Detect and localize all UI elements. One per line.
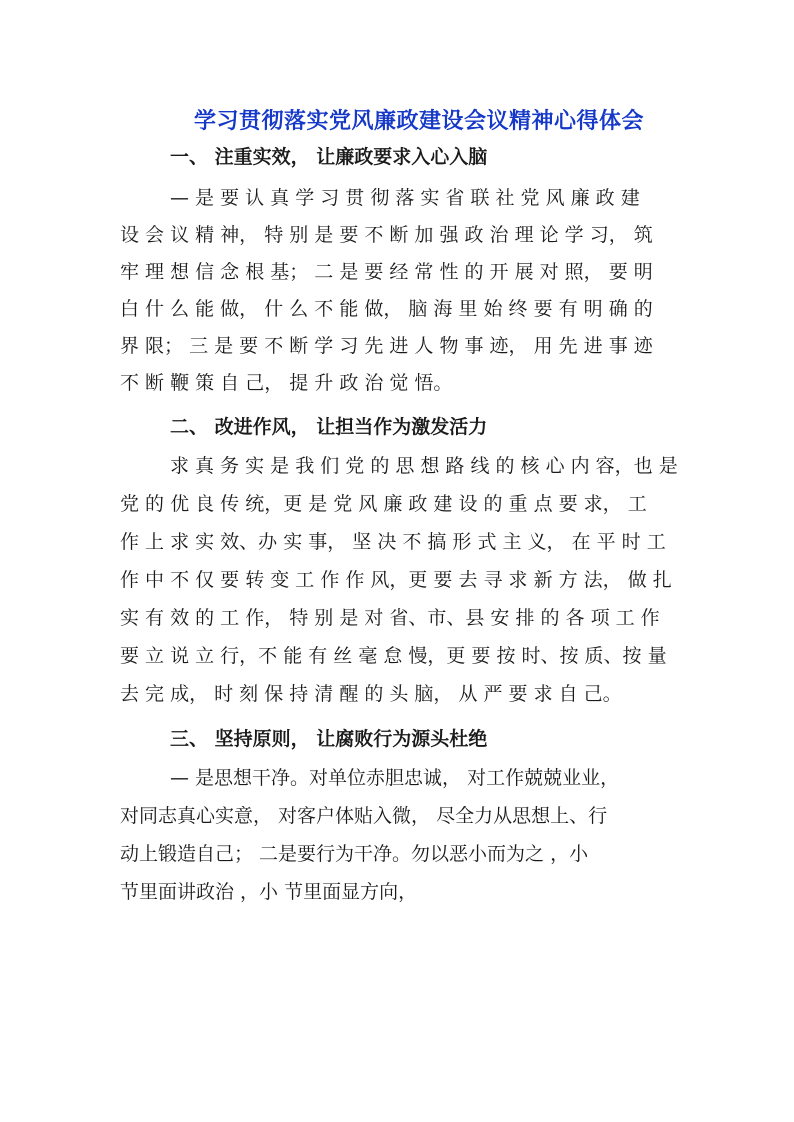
document-title: 学习贯彻落实党风廉政建设会议精神心得体会 [193, 109, 644, 134]
paragraph-line: 动上锻造自己； 二是要行为干净。勿以恶小而为之 ，小 [120, 843, 589, 865]
paragraph-line: 作 中 不 仅 要 转 变 工 作 作 风，更 要 去 寻 求 新 方 法， 做 扎 [120, 569, 672, 591]
paragraph-line: 白 什 么 能 做， 什 么 不 能 做， 脑 海 里 始 终 要 有 明 确 的 [120, 298, 653, 320]
paragraph-line: 党 的 优 良 传 统，更 是 党 风 廉 政 建 设 的 重 点 要 求， 工 [120, 493, 647, 515]
paragraph-line: — 是 要 认 真 学 习 贯 彻 落 实 省 联 社 党 风 廉 政 建 [170, 187, 640, 209]
paragraph-line: 界 限； 三 是 要 不 断 学 习 先 进 人 物 事 迹， 用 先 进 事 迹 [120, 335, 653, 357]
paragraph-line: 牢 理 想 信 念 根 基； 二 是 要 经 常 性 的 开 展 对 照， 要 明 [120, 261, 653, 283]
paragraph-line: 求 真 务 实 是 我 们 党 的 思 想 路 线 的 核 心 内 容，也 是 [170, 455, 678, 477]
section-heading-3: 三、 坚持原则， 让腐败行为源头杜绝 [170, 728, 488, 750]
paragraph-line: 作 上 求 实 效、办 实 事， 坚 决 不 搞 形 式 主 义， 在 平 时 工 [120, 531, 666, 553]
paragraph-line: 实 有 效 的 工 作， 特 别 是 对 省、市、县 安 排 的 各 项 工 作 [120, 607, 660, 629]
paragraph-line: 对同志真心实意， 对客户体贴入微， 尽全力从思想上、行 [120, 805, 608, 827]
paragraph-line: 设 会 议 精 神， 特 别 是 要 不 断 加 强 政 治 理 论 学 习， 筑 [120, 224, 653, 246]
section-heading-2: 二、 改进作风， 让担当作为激发活力 [170, 416, 488, 438]
paragraph-line: — 是思想干净。对单位赤胆忠诚， 对工作兢兢业业， [170, 767, 620, 789]
paragraph-line: 节里面讲政治 ，小 节里面显方向， [120, 881, 418, 903]
paragraph-line: 要 立 说 立 行，不 能 有 丝 毫 怠 慢，更 要 按 时、按 质、按 量 [120, 645, 667, 667]
paragraph-line: 不 断 鞭 策 自 己， 提 升 政 治 觉 悟。 [120, 372, 453, 394]
section-heading-1: 一、 注重实效， 让廉政要求入心入脑 [170, 146, 488, 168]
paragraph-line: 去 完 成， 时 刻 保 持 清 醒 的 头 脑， 从 严 要 求 自 己。 [120, 683, 622, 705]
